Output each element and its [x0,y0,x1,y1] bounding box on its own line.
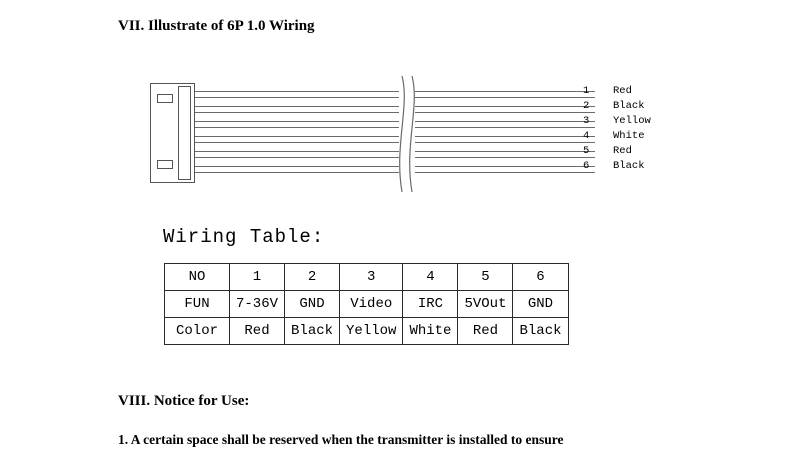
list-item [583,114,703,129]
wire-segment [195,151,399,158]
table-cell: GND [285,291,340,318]
table-cell: 6 [513,264,568,291]
list-item [583,144,703,159]
table-cell: White [403,318,458,345]
table-cell: 5VOut [458,291,513,318]
table-cell: IRC [403,291,458,318]
pin-color: Black [613,160,645,172]
wiring-table [164,263,569,345]
wire-segment [195,121,399,128]
table-cell: 5 [458,264,513,291]
table-cell: 3 [340,264,403,291]
table-cell: Video [340,291,403,318]
notice-item-1: 1. A certain space shall be reserved when the transmitter is installed to ensure [118,432,564,447]
table-cell: Red [230,318,285,345]
pin-number: 1 [583,85,590,97]
table-cell: Yellow [340,318,403,345]
table-cell: Black [513,318,568,345]
wire-segment [415,136,595,143]
wire-segment [195,91,399,98]
cable-break-symbol [388,76,424,192]
list-item [583,129,703,144]
wire-segment [415,121,595,128]
pin-number: 3 [583,115,590,127]
table-cell: 2 [285,264,340,291]
connector-latch-top [157,94,173,103]
table-cell: 7-36V [230,291,285,318]
pin-number: 2 [583,100,590,112]
list-item [583,159,703,174]
list-item [583,84,703,99]
section-heading-notice: VIII. Notice for Use: [118,393,250,409]
table-row-header: Color [165,318,230,345]
wiring-table-title: Wiring Table: [163,226,325,248]
pin-legend [583,84,703,174]
table-row [165,264,569,291]
pin-color: Red [613,145,632,157]
table-cell: 4 [403,264,458,291]
table-row-header: FUN [165,291,230,318]
pin-color: Red [613,85,632,97]
pin-number: 4 [583,130,590,142]
table-cell: Red [458,318,513,345]
table-row-header: NO [165,264,230,291]
table-row [165,291,569,318]
table-cell: Black [285,318,340,345]
wire-segment [415,91,595,98]
wire-segment [195,166,399,173]
wire-segment [415,166,595,173]
connector-latch-bottom [157,160,173,169]
pin-color: White [613,130,645,142]
pin-color: Yellow [613,115,651,127]
wire-segment [415,151,595,158]
wiring-diagram [140,72,660,197]
wire-segment [195,106,399,113]
connector-pin-block [178,86,191,180]
table-row [165,318,569,345]
table-cell: 1 [230,264,285,291]
pin-number: 6 [583,160,590,172]
pin-color: Black [613,100,645,112]
list-item [583,99,703,114]
section-heading-wiring: VII. Illustrate of 6P 1.0 Wiring [118,18,315,34]
table-cell: GND [513,291,568,318]
wire-segment [415,106,595,113]
wire-segment [195,136,399,143]
pin-number: 5 [583,145,590,157]
